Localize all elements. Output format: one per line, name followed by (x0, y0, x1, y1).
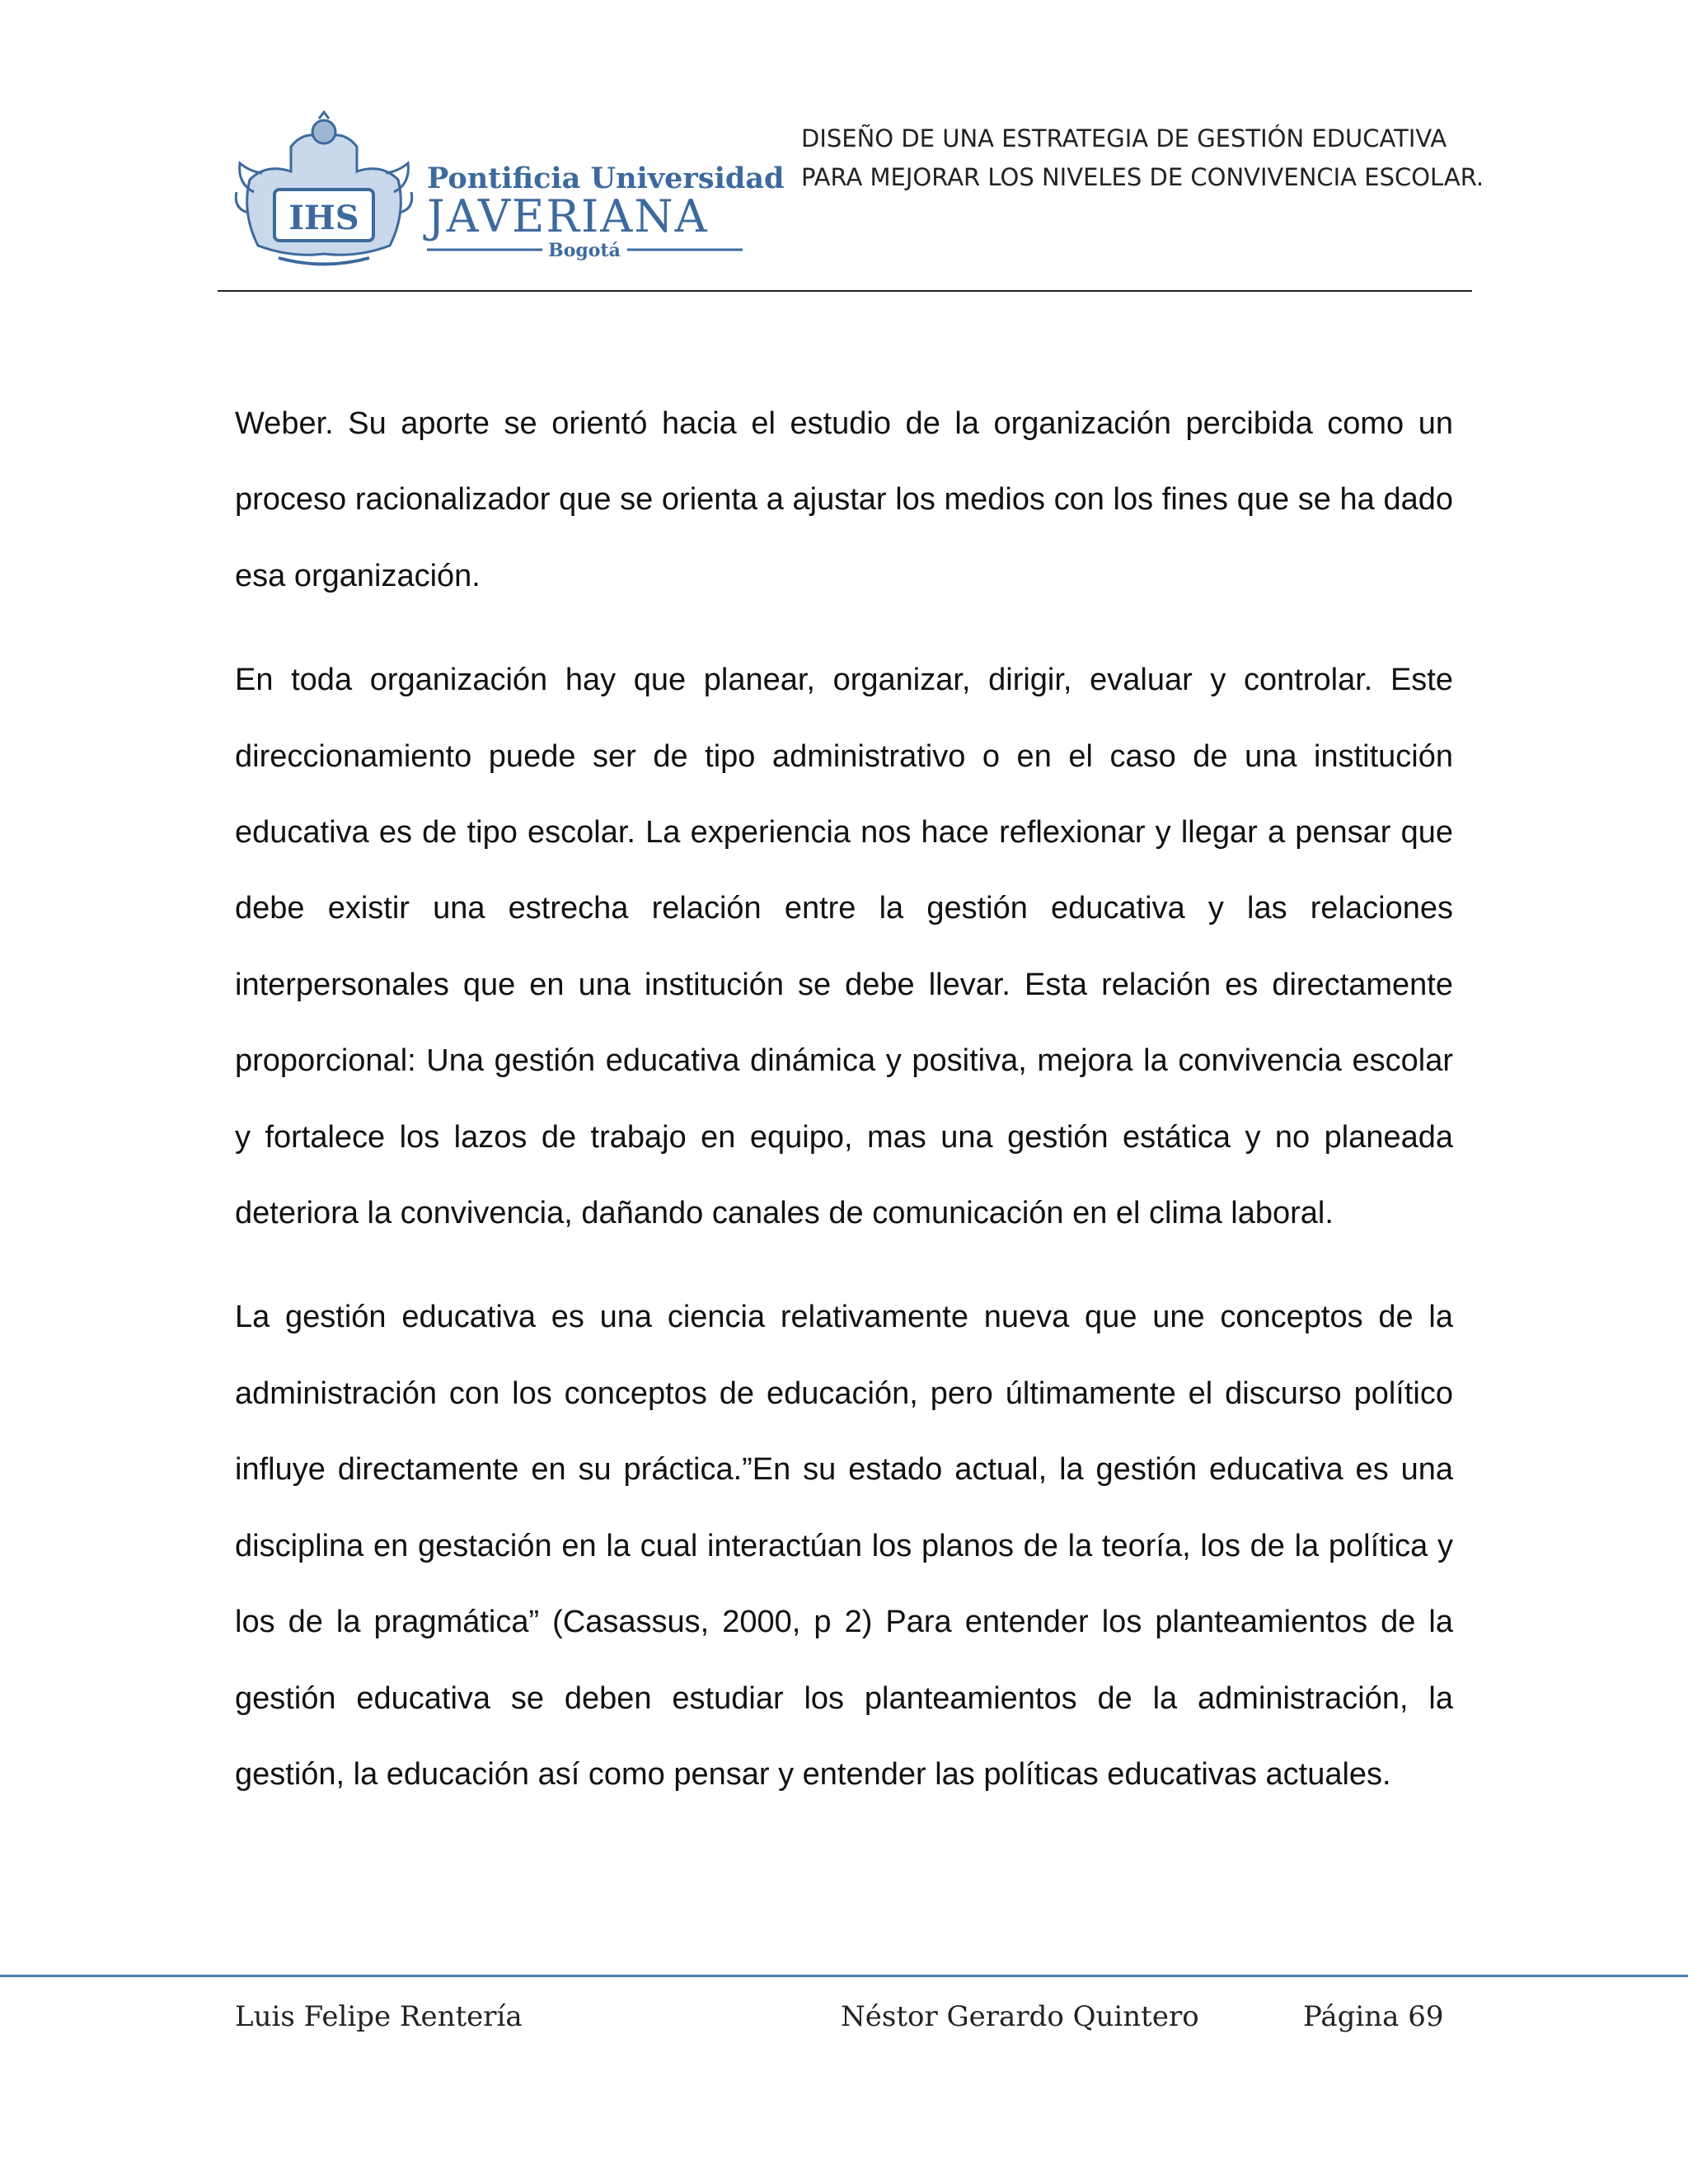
footer-author1: Luis Felipe Rentería (235, 2000, 523, 2033)
crest-icon (236, 112, 411, 265)
body-text (235, 386, 1453, 1840)
logo-line3: Bogotá (548, 240, 621, 261)
header-title-line2: PARA MEJORAR LOS NIVELES DE CONVIVENCIA ESCOLAR. (801, 163, 1484, 191)
paragraph: La gestión educativa es una ciencia relativamente nueva que une conceptos de la administración con los conceptos de educación, pero últimamente el discurso político influye directamente en su práctica.”En su estado actual, la gestión educativa es una disciplina en gestación en la cual interactúan los planos de la teoría, los de la política y los de la pragmática” (Casassus, 2000, p 2) Para entender los planteamientos de la gestión educativa se deben estudiar los planteamientos de la administración, la gestión, la educación así como pensar y entender las políticas educativas actuales. (235, 1300, 1453, 1792)
logo-line2: JAVERIANA (427, 190, 709, 242)
paragraph: En toda organización hay que planear, organizar, dirigir, evaluar y controlar. Este direccionamiento puede ser de tipo administrativo o en el caso de una institución educativa es de tipo escolar. La experiencia nos hace reflexionar y llegar a pensar que debe existir una estrecha relación entre la gestión educativa y las relaciones interpersonales que en una institución se debe llevar. Esta relación es directamente proporcional: Una gestión educativa dinámica y positiva, mejora la convivencia escolar y fortalece los lazos de trabajo en equipo, mas una gestión estática y no planeada deteriora la convivencia, dañando canales de comunicación en el clima laboral. (235, 663, 1453, 1231)
logo-line1: Pontificia Universidad (427, 162, 785, 195)
header-divider (218, 290, 1472, 292)
footer-divider (0, 1975, 1688, 1977)
footer-author2: Néstor Gerardo Quintero (841, 2000, 1199, 2033)
paragraph: Weber. Su aporte se orientó hacia el estudio de la organización percibida como un proceso racionalizador que se orienta a ajustar los medios con los fines que se ha dado esa organización. (235, 406, 1453, 593)
logo-monogram: IHS (288, 199, 359, 237)
header-title-line1: DISEÑO DE UNA ESTRATEGIA DE GESTIÓN EDUCATIVA (801, 124, 1447, 152)
page-number: Página 69 (1303, 2000, 1444, 2033)
header-title (801, 120, 1484, 197)
university-logo (233, 114, 785, 270)
